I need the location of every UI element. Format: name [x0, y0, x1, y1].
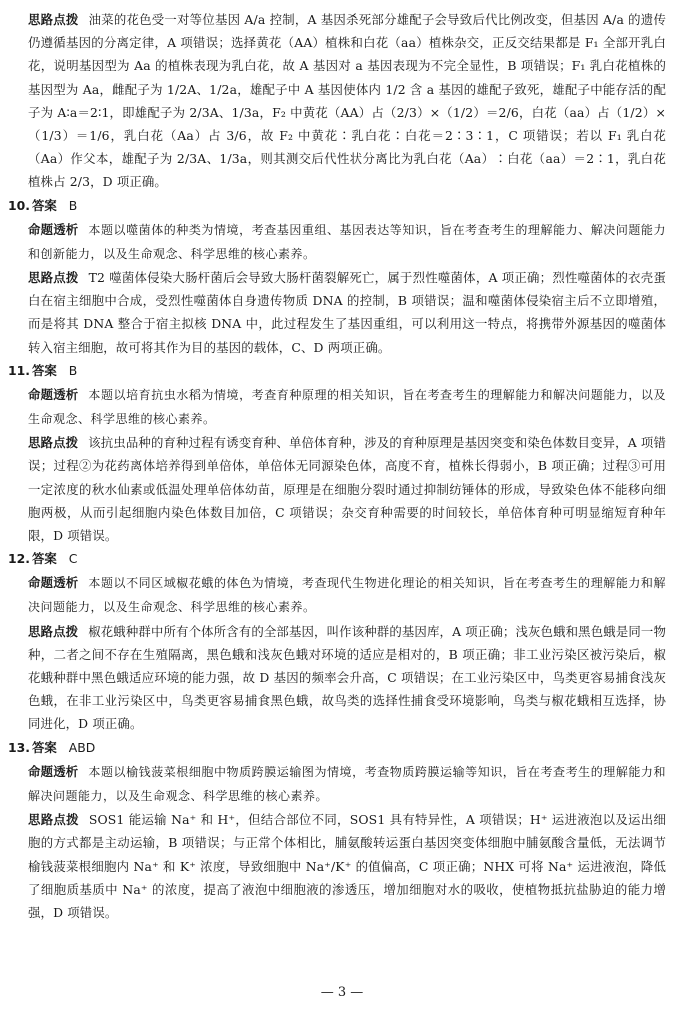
analysis-text: 本题以不同区域椒花蛾的体色为情境，考查现代生物进化理论的相关知识，旨在考查考生的理解能力和解决问题能力，以及生命观念、科学思维的核心素养。 [28, 576, 666, 615]
hint-label: 思路点拨 [28, 623, 79, 639]
hint-text: 油菜的花色受一对等位基因 A/a 控制，A 基因杀死部分雄配子会导致后代比例改变，但基因 A/a 的遗传仍遵循基因的分离定律，A 项错误；选择黄花（AA）植株和白花（aa）植株杂交，正反交结果都是 F₁ 全部开乳白花，说明基因型为 Aa 的植株表现为乳白花，故 A 基因对 a 基因表现为不完全显性，B 项错误；F₁ 乳白花植株的基因型为 Aa，雌配子为 1/2A、1/2a，雄配子中 A 基因使体内 1/2 含 a 基因的雄配子致死，雄配子中能存活的配子为 A∶a＝2∶1，即雄配子为 2/3A、1/3a，F₂ 中黄花（AA）占（2/3）×（1/2）＝2/6，白花（aa）占（1/2）×（1/3）＝1/6，乳白花（Aa）占 3/6，故 F₂ 中黄花∶乳白花∶白花＝2∶3∶1，C 项错误；若以 F₁ 乳白花（Aa）作父本，雄配子为 2/3A、1/3a，则其测交后代性状分离比为乳白花（Aa）∶白花（aa）＝2∶1，乳白花植株占 2/3，D 项正确。 [28, 12, 666, 190]
hint-text: SOS1 能运输 Na⁺ 和 H⁺，但结合部位不同，SOS1 具有特异性，A 项错误；H⁺ 运进液泡以及运出细胞的方式都是主动运输，B 项错误；与正常个体相比，脯氨酸转运蛋白基因突变体细胞中脯氨酸含量低，无法调节榆钱菠菜根细胞内 Na⁺ 和 K⁺ 浓度，导致细胞中 Na⁺/K⁺ 的值偏高，C 项正确；NHX 可将 Na⁺ 运进液泡，降低了细胞质基质中 Na⁺ 的浓度，提高了液泡中细胞液的渗透压，增加细胞对水的吸收，使植物抵抗盐胁迫的能力增强，D 项错误。 [28, 812, 666, 920]
analysis-label: 命题透析 [28, 763, 79, 779]
hint-label: 思路点拨 [28, 12, 79, 27]
q9-hint [28, 8, 666, 194]
hint-paragraph [28, 431, 666, 547]
hint-label: 思路点拨 [28, 812, 79, 828]
question-number: 13. [8, 739, 30, 755]
answer-line [8, 359, 666, 383]
question-10 [0, 194, 684, 359]
answer-label: 答案 [31, 197, 57, 213]
answer-label: 答案 [31, 551, 57, 567]
hint-paragraph [28, 808, 666, 924]
question-number: 10. [8, 197, 30, 213]
question-13 [0, 736, 684, 924]
analysis-paragraph [28, 571, 666, 619]
answer-line [8, 547, 666, 571]
answer-value: C [68, 551, 78, 567]
answer-value: B [68, 197, 78, 213]
question-11 [0, 359, 684, 547]
analysis-text: 本题以榆钱菠菜根细胞中物质跨膜运输图为情境，考查物质跨膜运输等知识，旨在考查考生的理解能力和解决问题能力，以及生命观念、科学思维的核心素养。 [28, 764, 666, 803]
hint-paragraph [28, 266, 666, 359]
analysis-label: 命题透析 [28, 221, 79, 237]
hint-text: 该抗虫品种的育种过程有诱变育种、单倍体育种，涉及的育种原理是基因突变和染色体数目变异，A 项错误；过程②为花药离体培养得到单倍体，单倍体无同源染色体，高度不育，植株长得弱小，B 项正确；过程③可用一定浓度的秋水仙素或低温处理单倍体幼苗，原理是在细胞分裂时通过抑制纺锤体的形成，导致染色体不能移向细胞两极，从而引起细胞内染色体数目加倍，C 项错误；杂交育种需要的时间较长，单倍体育种可明显缩短育种年限，D 项错误。 [28, 435, 667, 544]
hint-paragraph [28, 620, 666, 736]
analysis-paragraph [28, 383, 666, 431]
question-number: 12. [8, 551, 30, 567]
analysis-text: 本题以培育抗虫水稻为情境，考查育种原理的相关知识，旨在考查考生的理解能力和解决问题能力，以及生命观念、科学思维的核心素养。 [28, 387, 666, 427]
answer-page [0, 8, 684, 924]
answer-label: 答案 [31, 362, 57, 378]
answer-value: ABD [68, 739, 96, 755]
hint-label: 思路点拨 [28, 435, 79, 451]
hint-text: T2 噬菌体侵染大肠杆菌后会导致大肠杆菌裂解死亡，属于烈性噬菌体，A 项正确；烈性噬菌体的衣壳蛋白在宿主细胞中合成，受烈性噬菌体自身遗传物质 DNA 的控制，B 项错误；温和噬菌体侵染宿主后不立即增殖，而是将其 DNA 整合于宿主拟核 DNA 中，此过程发生了基因重组，可以利用这一特点，将携带外源基因的噬菌体转入宿主细胞，故可将其作为目的基因的载体，C、D 两项正确。 [28, 270, 666, 355]
analysis-label: 命题透析 [28, 386, 79, 402]
answer-label: 答案 [31, 739, 57, 755]
hint-label: 思路点拨 [28, 270, 79, 286]
answer-line [8, 736, 666, 760]
question-12 [0, 547, 684, 735]
analysis-paragraph [28, 760, 666, 808]
analysis-text: 本题以噬菌体的种类为情境，考查基因重组、基因表达等知识，旨在考查考生的理解能力、解决问题能力和创新能力，以及生命观念、科学思维的核心素养。 [28, 222, 666, 261]
page-number: — 3 — [320, 985, 364, 1000]
answer-value: B [68, 362, 78, 378]
question-number: 11. [8, 362, 30, 378]
analysis-label: 命题透析 [28, 575, 79, 591]
analysis-paragraph [28, 218, 666, 266]
hint-text: 椒花蛾种群中所有个体所含有的全部基因，叫作该种群的基因库，A 项正确；浅灰色蛾和黑色蛾是同一物种，二者之间不存在生殖隔离，黑色蛾和浅灰色蛾对环境的适应是相对的，B 项正确；非工业污染区被污染后，椒花蛾种群中黑色蛾适应环境的能力强，故 D 基因的频率会升高，C 项错误；在工业污染区中，鸟类更容易捕食浅灰色蛾，在非工业污染区中，鸟类更容易捕食黑色蛾，故鸟类的选择性捕食受环境影响，鸟类与椒花蛾相互选择，协同进化，D 项正确。 [28, 623, 667, 732]
answer-line [8, 194, 666, 218]
